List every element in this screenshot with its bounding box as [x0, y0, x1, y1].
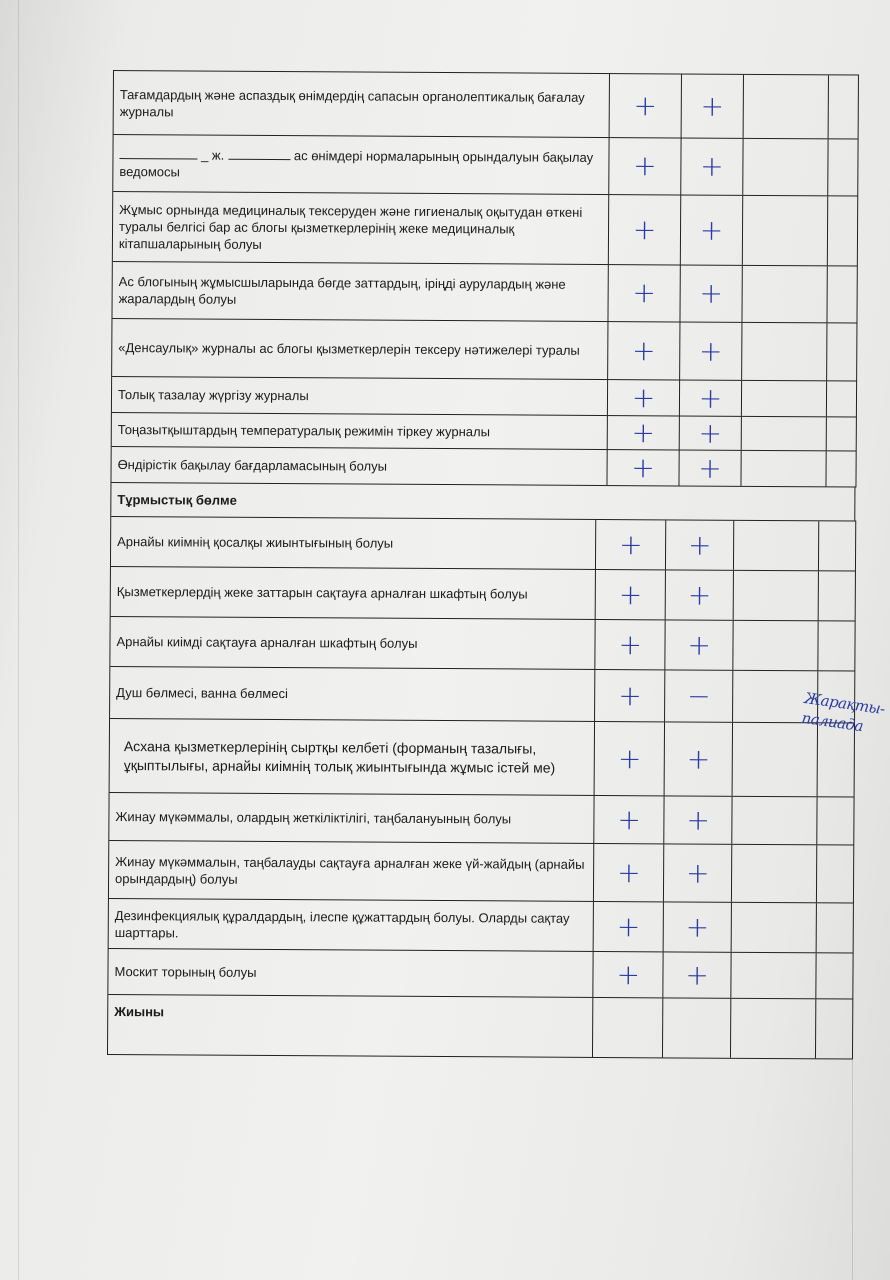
handwritten-plus-mark: + — [618, 577, 643, 611]
empty-cell — [819, 571, 856, 620]
mark-cell-1 — [609, 138, 681, 194]
handwritten-plus-mark: + — [618, 678, 642, 712]
empty-cell — [817, 903, 854, 952]
empty-cell — [816, 953, 853, 998]
empty-cell — [731, 999, 816, 1059]
mark-cell-1 — [596, 520, 666, 569]
mark-cell-2 — [680, 322, 742, 379]
mark-cell-1 — [608, 265, 680, 321]
year-label: ж. — [211, 147, 225, 163]
handwritten-plus-mark: + — [700, 89, 725, 123]
handwritten-plus-mark: + — [685, 910, 710, 944]
empty-cell — [827, 323, 857, 380]
handwritten-plus-mark: + — [631, 333, 656, 367]
criterion-text: Душ бөлмесі, ванна бөлмесі — [116, 685, 288, 702]
mark-cell-2 — [663, 998, 731, 1057]
handwritten-plus-mark: + — [698, 334, 723, 368]
empty-cell — [742, 417, 827, 451]
mark-cell-1 — [609, 195, 681, 264]
section-label: Жиыны — [114, 1004, 165, 1020]
criterion-text: Арнайы киімді сақтауға арналған шкафтың болуы — [116, 634, 418, 651]
table-row — [111, 567, 856, 622]
criterion-cell — [110, 667, 596, 721]
empty-cell — [734, 521, 819, 571]
table-row — [113, 135, 858, 197]
mark-cell-2 — [665, 796, 733, 843]
mark-cell-1 — [608, 416, 680, 449]
mark-cell-1 — [595, 670, 665, 721]
mark-cell-1 — [594, 902, 664, 951]
criterion-cell: _ ж. ас өнімдері нормаларының орындалуын бақылау ведомосы — [113, 135, 609, 194]
handwritten-plus-mark: + — [685, 856, 710, 890]
criterion-cell — [111, 567, 597, 619]
empty-cell — [743, 196, 828, 266]
mark-cell-2 — [666, 570, 734, 619]
handwritten-minus-mark: − — [687, 679, 711, 713]
empty-cell — [826, 451, 856, 486]
mark-cell-1 — [608, 380, 680, 415]
mark-cell-1 — [595, 722, 665, 795]
criterion-text: Дезинфекциялық құралдардың, ілеспе құжаттардың болуы. Оларды сақтау шарттары. — [114, 907, 570, 940]
criterion-text: Толық тазалау жүргізу журналы — [117, 387, 309, 404]
handwritten-plus-mark: + — [633, 88, 658, 122]
mark-cell-2 — [681, 138, 743, 194]
page-edge-right — [852, 1060, 853, 1280]
mark-cell-2 — [681, 195, 743, 264]
mark-cell-2 — [680, 265, 742, 321]
mark-cell-1 — [595, 796, 665, 843]
empty-cell — [734, 571, 819, 621]
criterion-text: Асхана қызметкерлерінің сыртқы келбеті (форманың тазалығы, ұқыптылығы, арнайы киімнің толық жиынтығында жұмыс істей ме) — [123, 737, 556, 776]
handwritten-plus-mark: + — [616, 957, 641, 991]
handwritten-plus-mark: + — [617, 855, 641, 889]
criterion-cell — [112, 413, 608, 449]
mark-cell-2 — [665, 670, 733, 721]
handwritten-plus-mark: + — [633, 149, 657, 183]
criterion-text: Қызметкерлердің жеке заттарын сақтауға арналған шкафтың болуы — [116, 584, 528, 602]
blank-line — [228, 148, 290, 160]
criterion-text: Тағамдардың және аспаздық өнімдердің сапасын органолептикалық бағалау журналы — [119, 86, 585, 119]
table-row — [112, 262, 857, 324]
empty-cell — [742, 266, 827, 323]
table-row — [109, 793, 854, 846]
empty-cell — [829, 75, 859, 138]
handwritten-plus-mark: + — [699, 213, 724, 247]
handwritten-plus-mark: + — [687, 528, 712, 562]
mark-cell-2 — [664, 952, 732, 997]
table-row — [110, 617, 855, 672]
empty-cell — [816, 999, 853, 1058]
section-title — [108, 995, 594, 1057]
criterion-text: Москит торының болуы — [114, 964, 257, 980]
mark-cell-1 — [593, 998, 663, 1057]
table-row — [109, 899, 854, 954]
handwritten-plus-mark: + — [631, 415, 656, 449]
criterion-text: Арнайы киімнің қосалқы жиынтығының болуы — [117, 534, 394, 551]
handwritten-plus-mark: + — [687, 628, 712, 662]
criterion-cell — [113, 192, 609, 264]
criterion-cell — [110, 617, 596, 669]
empty-cell — [732, 845, 817, 903]
mark-cell-2 — [664, 902, 732, 951]
blank-line — [119, 147, 197, 159]
criterion-cell — [111, 517, 597, 569]
mark-cell-2 — [666, 620, 734, 669]
mark-cell-1 — [594, 844, 664, 901]
mark-cell-2 — [666, 520, 734, 569]
empty-cell — [827, 266, 857, 322]
table-row — [111, 517, 856, 572]
empty-cell — [742, 323, 827, 381]
empty-cell — [828, 196, 858, 265]
criterion-cell — [112, 377, 608, 415]
table-row — [110, 667, 855, 724]
page-edge — [18, 0, 19, 1280]
criterion-cell — [111, 447, 607, 485]
mark-cell-1 — [608, 322, 680, 379]
handwritten-plus-mark: + — [698, 381, 723, 415]
section-row — [108, 995, 853, 1060]
empty-cell — [733, 723, 818, 797]
section-row — [111, 483, 856, 522]
empty-cell — [732, 797, 817, 845]
handwritten-plus-mark: + — [686, 803, 710, 837]
table-row — [108, 949, 853, 1000]
empty-cell — [744, 75, 829, 139]
mark-cell-2 — [680, 416, 742, 449]
handwritten-plus-mark: + — [617, 741, 642, 775]
criterion-text: «Денсаулық» журналы ас блогы қызметкерлерін тексеру нәтижелері туралы — [118, 340, 580, 358]
mark-cell-2 — [665, 722, 733, 795]
criterion-cell — [110, 719, 596, 795]
handwritten-plus-mark: + — [700, 149, 724, 183]
empty-cell — [741, 451, 826, 487]
table-row — [114, 71, 859, 140]
empty-cell — [827, 381, 857, 416]
handwritten-plus-mark: + — [685, 958, 710, 992]
handwritten-plus-mark: + — [699, 276, 723, 310]
handwritten-plus-mark: + — [618, 627, 643, 661]
inspection-checklist-table — [107, 70, 859, 1060]
table-row — [112, 413, 857, 452]
criterion-cell — [114, 71, 610, 137]
mark-cell-1 — [596, 620, 666, 669]
empty-cell — [743, 139, 828, 196]
section-title — [111, 483, 855, 521]
table-row — [112, 377, 857, 418]
empty-cell — [817, 845, 854, 902]
criterion-cell — [109, 793, 595, 843]
handwritten-plus-mark: + — [617, 802, 642, 836]
criterion-text: Жинау мүкәммалы, олардың жеткіліктілігі, таңбалануының болуы — [115, 809, 512, 827]
criterion-text: Өндірістік бақылау бағдарламасының болуы — [117, 457, 388, 474]
criterion-cell — [109, 899, 595, 951]
empty-cell — [819, 521, 856, 570]
section-label: Тұрмыстық бөлме — [117, 492, 237, 508]
handwritten-plus-mark: + — [698, 416, 723, 450]
table-row — [109, 841, 854, 904]
criterion-cell — [109, 841, 595, 901]
mark-cell-2 — [679, 450, 741, 485]
handwritten-plus-mark: + — [698, 451, 722, 485]
table-row — [110, 719, 855, 798]
criterion-text: Жұмыс орнында медициналық тексеруден және гигиеналық оқытудан өткені туралы белгісі бар ас блогы қызметкерлерінің жеке медициналық кітапшаларының болуы — [118, 202, 583, 252]
handwritten-plus-mark: + — [631, 450, 655, 484]
handwritten-plus-mark: + — [619, 527, 643, 561]
mark-cell-1 — [594, 952, 664, 997]
handwritten-plus-mark: + — [632, 276, 656, 310]
empty-cell — [734, 621, 819, 671]
empty-cell — [732, 953, 817, 999]
empty-cell — [818, 621, 855, 670]
empty-cell — [817, 797, 854, 844]
empty-cell — [732, 903, 817, 953]
criterion-cell — [112, 319, 608, 379]
table-row — [111, 447, 856, 488]
criterion-cell — [112, 262, 608, 321]
mark-cell-2 — [680, 380, 742, 415]
criterion-cell — [108, 949, 594, 997]
empty-cell — [742, 381, 827, 417]
table-row — [112, 319, 857, 382]
handwritten-plus-mark: + — [687, 578, 712, 612]
mark-cell-1 — [610, 74, 682, 137]
handwritten-note: Жарақты-палиада — [800, 688, 886, 736]
mark-cell-2 — [682, 74, 744, 137]
criterion-text: Жинау мүкәммалын, таңбалауды сақтауға арналған жеке үй-жайдың (арнайы орындардың) болуы — [115, 853, 585, 887]
mark-cell-1 — [607, 450, 679, 485]
empty-cell — [827, 417, 857, 450]
handwritten-plus-mark: + — [686, 742, 711, 776]
handwritten-plus-mark: + — [631, 380, 656, 414]
table-row — [113, 192, 858, 267]
empty-cell — [828, 139, 858, 195]
mark-cell-1 — [596, 570, 666, 619]
mark-cell-2 — [664, 844, 732, 901]
handwritten-plus-mark: + — [632, 212, 657, 246]
criterion-text: Ас блогының жұмысшыларында бөгде заттардың, іріңді аурулардың және жаралардың болуы — [118, 274, 566, 307]
handwritten-plus-mark: + — [616, 909, 641, 943]
criterion-text: Тоңазытқыштардың температуралық режимін тіркеу журналы — [117, 422, 490, 440]
criterion-text: ас өнімдері нормаларының орындалуын бақылау ведомосы — [119, 148, 594, 180]
